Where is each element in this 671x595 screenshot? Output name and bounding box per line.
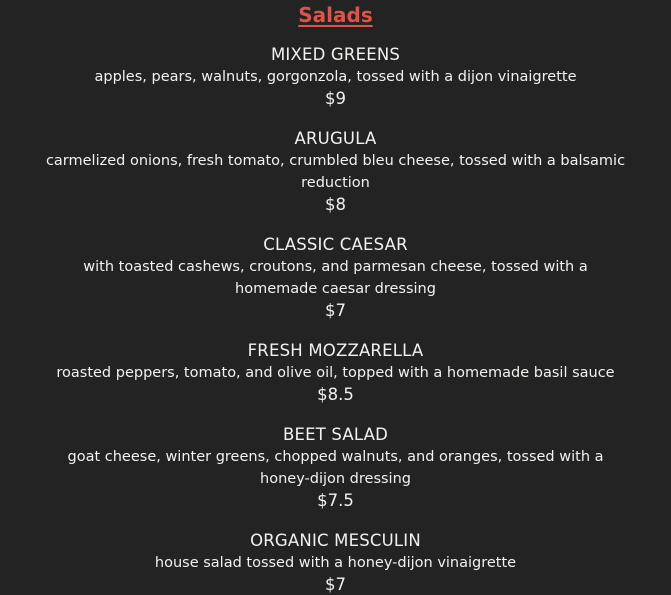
menu-item [0, 340, 671, 406]
section-title: Salads [298, 3, 373, 27]
item-price: $8.5 [317, 385, 354, 404]
item-description: roasted peppers, tomato, and olive oil, topped with a homemade basil sauce [56, 365, 615, 381]
item-price: $9 [325, 89, 346, 108]
item-name: MIXED GREENS [270, 45, 401, 64]
item-name: CLASSIC CAESAR [263, 235, 408, 254]
item-name: ORGANIC MESCULIN [250, 531, 421, 550]
item-name: FRESH MOZZARELLA [247, 341, 424, 360]
item-name: ARUGULA [294, 129, 377, 148]
item-description: carmelized onions, fresh tomato, crumbled bleu cheese, tossed with a balsamic reduction [45, 153, 626, 191]
menu-item [0, 234, 671, 322]
item-description: apples, pears, walnuts, gorgonzola, tossed with a dijon vinaigrette [94, 69, 577, 85]
item-price: $7.5 [317, 491, 354, 510]
item-description: with toasted cashews, croutons, and parmesan cheese, tossed with a homemade caesar dressing [83, 259, 588, 297]
item-price: $7 [325, 301, 346, 320]
menu-item [0, 128, 671, 216]
menu-item [0, 530, 671, 595]
item-price: $7 [325, 575, 346, 594]
menu-item [0, 424, 671, 512]
item-description: house salad tossed with a honey-dijon vinaigrette [154, 555, 517, 571]
item-description: goat cheese, winter greens, chopped walnuts, and oranges, tossed with a honey-dijon dressing [67, 449, 604, 487]
menu-item [0, 44, 671, 110]
item-price: $8 [325, 195, 346, 214]
item-name: BEET SALAD [282, 425, 389, 444]
